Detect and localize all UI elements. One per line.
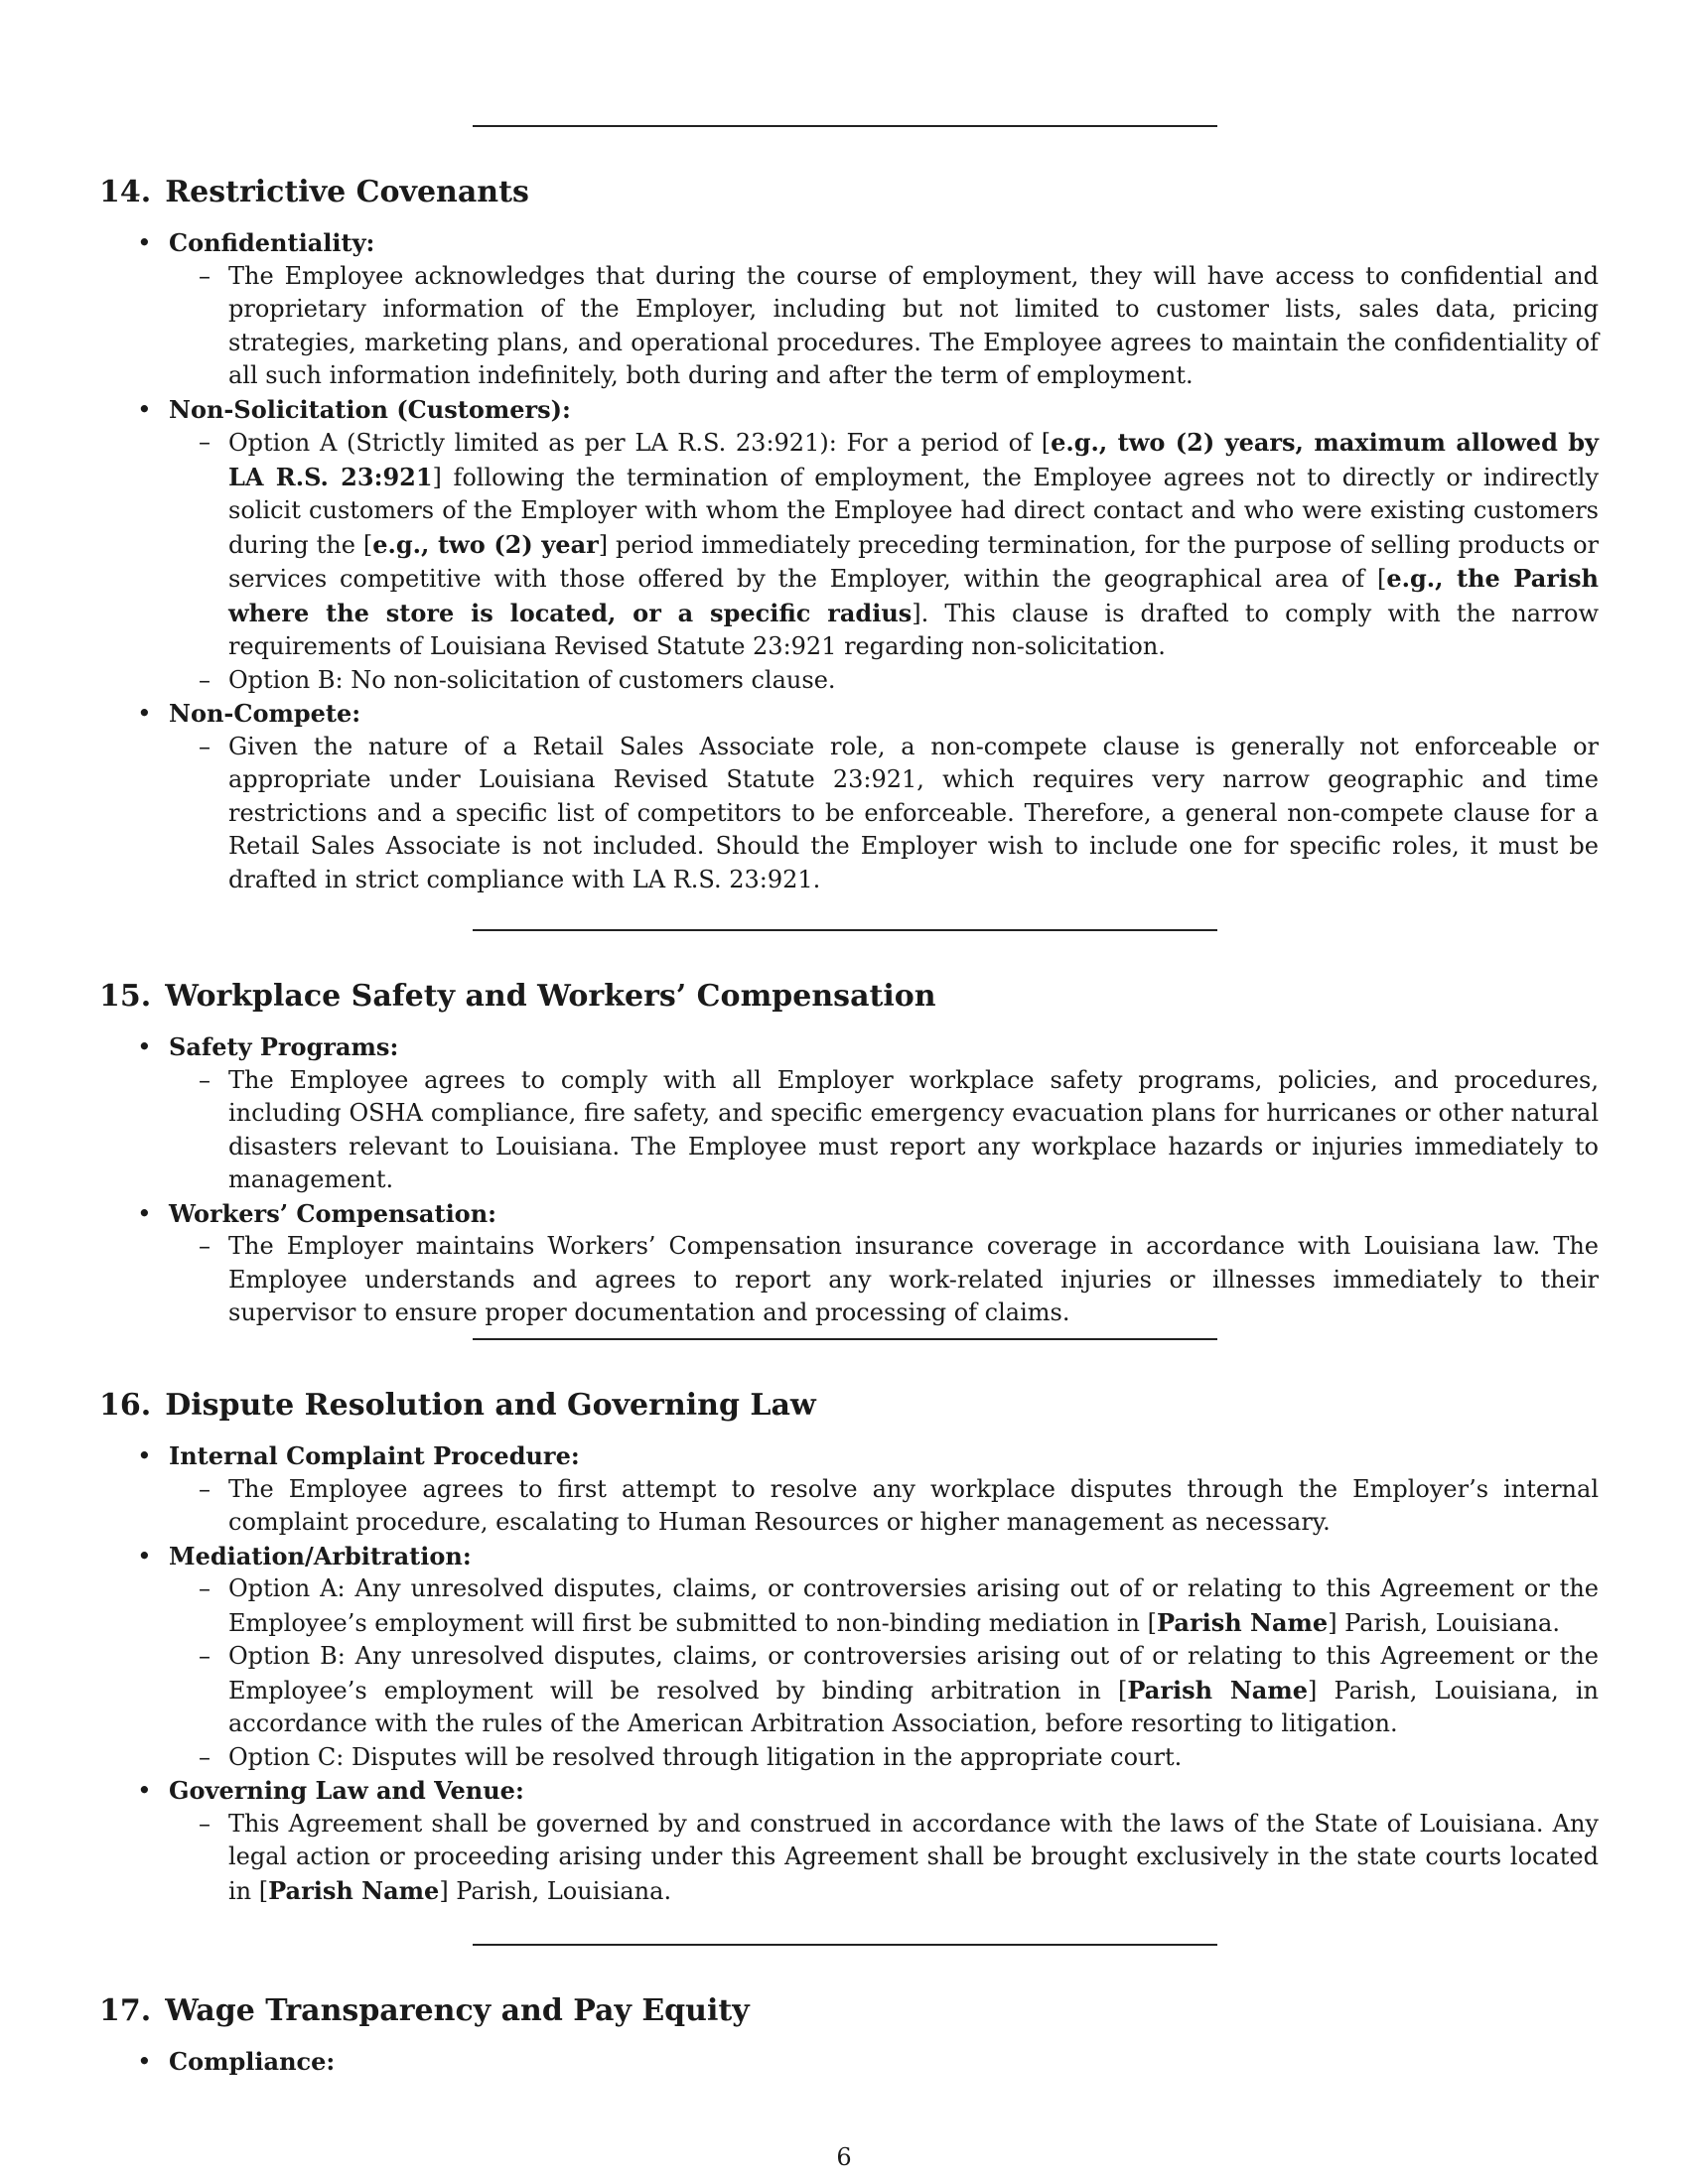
subclause-item [169,1230,1599,1330]
placeholder-text: e.g., two (2) year [372,529,599,559]
section-divider [473,1944,1217,1946]
clause-item [99,226,1599,393]
subclause-list [169,1572,1600,1774]
section-divider [473,125,1217,127]
clause-item [99,1197,1599,1330]
placeholder-text: e.g., two (2) years, maximum allowed by LA R.S. 23:921 [228,428,1600,491]
clause-text-run: The Employer maintains Workers’ Compensation insurance coverage in accordance with Louisiana law. The Employee understands and agrees to report any work-related injuries or illnesses immediately to their supervisor to ensure proper documentation and processing of claims. [228,1232,1599,1326]
section-divider [473,1338,1217,1340]
dash-icon: – [199,428,211,456]
clause-text-run: This Agreement shall be governed by and construed in accordance with the laws of the State of Louisiana. Any legal action or proceeding arising under this Agreement shall be brought exclusively in the state courts located in [ [228,1809,1599,1905]
section-divider [473,929,1217,931]
clause-text-run: Given the nature of a Retail Sales Associate role, a non-compete clause is generally not enforceable or appropriate under Louisiana Revised Statute 23:921, which requires very narrow geographic and time restrictions and a specific list of competitors to be enforceable. Therefore, a general non-compete clause for a Retail Sales Associate is not included. Should the Employer wish to include one for specific roles, it must be drafted in strict compliance with LA R.S. 23:921. [228,732,1599,893]
clause-item [99,1540,1600,1775]
section-title: Restrictive Covenants [165,175,529,209]
clause-label: Confidentiality: [169,228,375,257]
subclause-list [169,1064,1599,1197]
clause-text-run: ] Parish, Louisiana. [1328,1608,1560,1637]
bullet-icon: • [137,1776,152,1805]
page-number: 6 [836,2143,852,2171]
bullet-icon: • [137,1441,152,1470]
clause-item [99,1774,1599,1908]
clause-label: Workers’ Compensation: [169,1198,496,1228]
section-title: Wage Transparency and Pay Equity [165,1993,750,2028]
clause-label: Non-Compete: [169,699,361,728]
clause-text-run: Option B: No non-solicitation of customers clause. [228,665,836,694]
clause-text-run: ]. This clause is drafted to comply with the narrow requirements of Louisiana Revised Statute 23:921 regarding non-solicitation. [228,599,1599,660]
section-heading [99,979,1589,1015]
clause-text-run: Option B: Any unresolved disputes, claims, or controversies arising out of or relating to this Agreement or the Employee’s employment will be resolved by binding arbitration in [ [228,1642,1599,1705]
subclause-item [169,426,1599,664]
subclause-text [228,1064,1599,1197]
dash-icon: – [199,1232,211,1260]
section-number: 16. [99,1388,152,1423]
subclause-text [228,1473,1599,1540]
clause-label: Safety Programs: [169,1032,399,1061]
section-heading [99,1388,1589,1424]
dash-icon: – [199,1065,211,1094]
subclause-item [169,1064,1599,1197]
subclause-list [169,1230,1599,1330]
dash-icon: – [199,1474,211,1503]
dash-icon: – [199,1642,211,1670]
subclause-item [169,1473,1599,1540]
clause-item [99,2045,1589,2079]
dash-icon: – [199,732,211,760]
clause-text-run: ] following the termination of employment, the Employee agrees not to directly or indirectly solicit customers of the Employer with whom the Employee had direct contact and who were existing customers during the [ [228,463,1599,559]
subclause-item [169,260,1599,393]
section-number: 17. [99,1993,152,2028]
bullet-icon: • [137,1032,152,1061]
subclause-text [228,1230,1599,1330]
clause-list [99,226,1600,896]
clause-list [99,1030,1599,1330]
placeholder-text: e.g., the Parish where the store is located, or a specific radius [228,564,1599,627]
clause-text-run: The Employee agrees to comply with all Employer workplace safety programs, policies, and procedures, including OSHA compliance, fire safety, and specific emergency evacuation plans for hurricanes or other natural disasters relevant to Louisiana. The Employee must report any workplace hazards or injuries immediately to management. [228,1065,1599,1193]
dash-icon: – [199,1742,211,1771]
bullet-icon: • [137,394,152,424]
subclause-text [228,731,1599,897]
clause-list [99,1439,1600,1908]
subclause-text [228,1808,1599,1909]
subclause-text [228,664,1599,698]
clause-text-run: Option A: Any unresolved disputes, claims, or controversies arising out of or relating to this Agreement or the Employee’s employment will first be submitted to non-binding mediation in [ [228,1574,1599,1637]
bullet-icon: • [137,699,152,728]
clause-item [99,393,1600,698]
section-heading [99,175,1589,210]
section-title: Dispute Resolution and Governing Law [165,1388,816,1423]
clause-label: Internal Complaint Procedure: [169,1441,580,1470]
placeholder-text: Parish Name [1127,1675,1309,1705]
placeholder-text: Parish Name [268,1875,440,1905]
clause-label: Mediation/Arbitration: [169,1541,472,1570]
section-14 [99,175,1600,896]
subclause-list [169,260,1599,393]
bullet-icon: • [137,228,152,257]
dash-icon: – [199,261,211,290]
subclause-item [169,731,1599,897]
subclause-text [228,426,1599,664]
subclause-list [169,426,1600,697]
bullet-icon: • [137,2047,152,2076]
section-16 [99,1388,1600,1908]
subclause-item [169,664,1599,698]
section-title: Workplace Safety and Workers’ Compensation [165,979,936,1014]
subclause-item [169,1640,1599,1741]
subclause-text [228,1640,1599,1741]
subclause-text [228,260,1599,393]
clause-text-run: Option A (Strictly limited as per LA R.S. 23:921): For a period of [ [228,429,1052,457]
clause-text-run: ] period immediately preceding termination, for the purpose of selling products or services competitive with those offered by the Employer, within the geographical area of [ [228,530,1599,593]
clause-item [99,1030,1599,1197]
subclause-item [169,1572,1599,1640]
dash-icon: – [199,1809,211,1838]
clause-label: Compliance: [169,2047,336,2076]
clause-text-run: Option C: Disputes will be resolved through litigation in the appropriate court. [228,1742,1183,1771]
section-heading [99,1993,1589,2029]
dash-icon: – [199,665,211,694]
clause-label: Non-Solicitation (Customers): [169,394,571,424]
subclause-list [169,1808,1599,1909]
subclause-item [169,1808,1599,1909]
bullet-icon: • [137,1198,152,1228]
clause-item [99,697,1599,896]
section-number: 15. [99,979,152,1014]
section-number: 14. [99,175,152,209]
clause-text-run: ] Parish, Louisiana, in accordance with the rules of the American Arbitration Association, before resorting to litigation. [228,1676,1600,1737]
subclause-text [228,1572,1599,1640]
clause-text-run: The Employee agrees to first attempt to resolve any workplace disputes through the Employer’s internal complaint procedure, escalating to Human Resources or higher management as necessary. [228,1474,1599,1536]
clause-text-run: The Employee acknowledges that during the course of employment, they will have access to confidential and proprietary information of the Employer, including but not limited to customer lists, sales data, pricing strategies, marketing plans, and operational procedures. The Employee agrees to maintain the confidentiality of all such information indefinitely, both during and after the term of employment. [228,261,1599,389]
section-15 [99,979,1599,1330]
placeholder-text: Parish Name [1157,1607,1329,1637]
subclause-text [228,1741,1599,1775]
clause-text-run: ] Parish, Louisiana. [439,1876,672,1905]
section-17 [99,1993,1589,2079]
subclause-item [169,1741,1599,1775]
subclause-list [169,731,1599,897]
clause-item [99,1439,1599,1540]
subclause-list [169,1473,1599,1540]
dash-icon: – [199,1574,211,1602]
clause-label: Governing Law and Venue: [169,1776,524,1805]
bullet-icon: • [137,1541,152,1570]
clause-list [99,2045,1589,2079]
